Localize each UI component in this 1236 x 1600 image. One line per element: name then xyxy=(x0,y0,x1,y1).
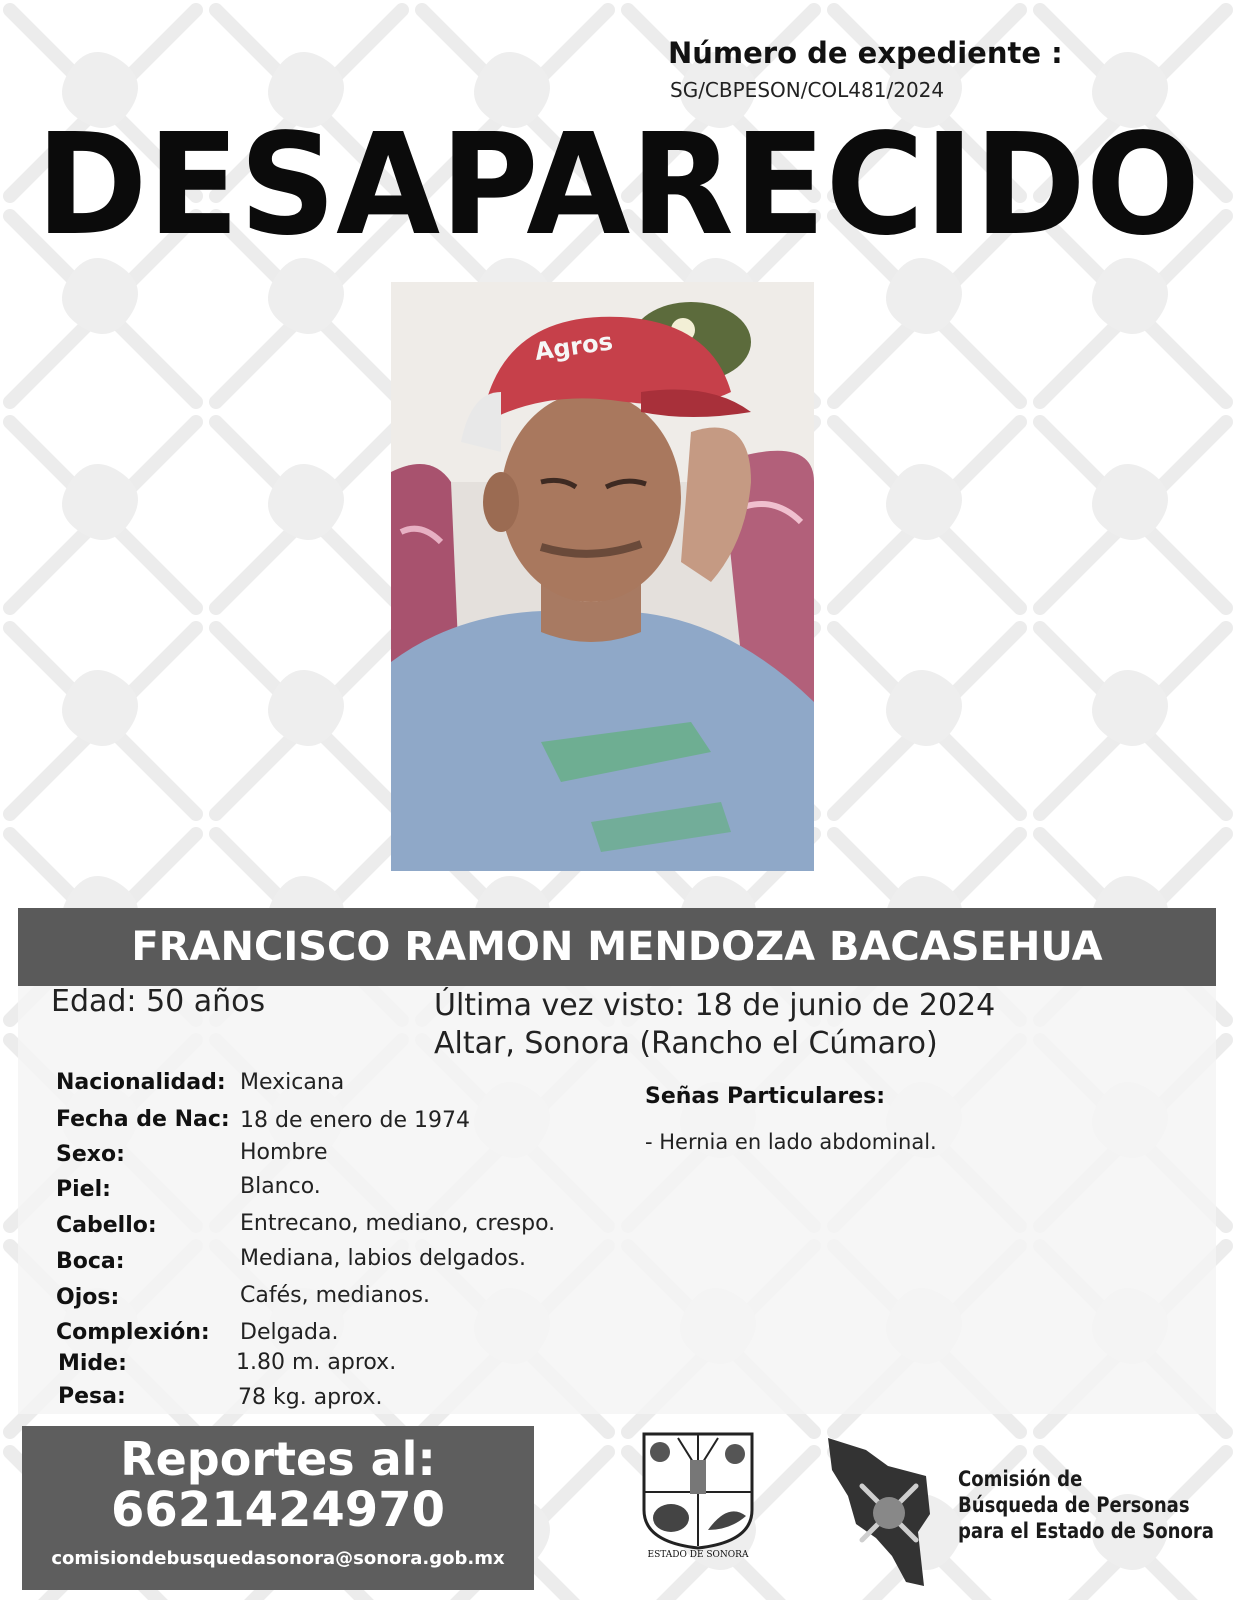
detail-value-boca: Mediana, labios delgados. xyxy=(240,1246,527,1271)
org-name-line3: para el Estado de Sonora xyxy=(958,1519,1214,1543)
org-name-line2: Búsqueda de Personas xyxy=(958,1493,1190,1517)
report-box xyxy=(22,1426,534,1590)
report-email[interactable]: comisiondebusquedasonora@sonora.gob.mx xyxy=(51,1548,505,1569)
detail-label-sexo: Sexo: xyxy=(56,1142,125,1167)
last-seen-location: Altar, Sonora (Rancho el Cúmaro) xyxy=(434,1026,938,1061)
cap-logo-text: Agros xyxy=(532,327,615,366)
detail-value-fecha-nac: 18 de enero de 1974 xyxy=(240,1108,470,1133)
person-name: FRANCISCO RAMON MENDOZA BACASEHUA xyxy=(131,924,1103,970)
shield-icon xyxy=(638,1430,758,1550)
detail-label-boca: Boca: xyxy=(56,1249,125,1274)
detail-label-complexion: Complexión: xyxy=(56,1320,210,1345)
person-age: Edad: 50 años xyxy=(51,984,266,1019)
detail-value-cabello: Entrecano, mediano, crespo. xyxy=(240,1211,556,1236)
last-seen-date: Última vez visto: 18 de junio de 2024 xyxy=(434,988,996,1023)
shield-caption: ESTADO DE SONORA xyxy=(647,1550,749,1560)
detail-value-pesa: 78 kg. aprox. xyxy=(238,1385,383,1410)
missing-person-photo xyxy=(391,282,814,871)
detail-value-piel: Blanco. xyxy=(240,1174,321,1199)
detail-label-nacionalidad: Nacionalidad: xyxy=(56,1070,226,1095)
report-phone[interactable]: 6621424970 xyxy=(111,1482,445,1538)
detail-value-nacionalidad: Mexicana xyxy=(240,1070,345,1095)
senas-particulares-item: - Hernia en lado abdominal. xyxy=(645,1130,937,1154)
detail-label-pesa: Pesa: xyxy=(58,1384,126,1409)
organization-name xyxy=(958,1466,1214,1544)
detail-label-mide: Mide: xyxy=(58,1351,127,1376)
sonora-shield-logo xyxy=(638,1430,758,1566)
person-portrait-image xyxy=(391,282,814,871)
sonora-map-icon xyxy=(826,1436,944,1586)
detail-label-fecha-nac: Fecha de Nac: xyxy=(56,1107,230,1132)
detail-value-complexion: Delgada. xyxy=(240,1320,339,1345)
name-bar xyxy=(18,908,1216,986)
detail-value-sexo: Hombre xyxy=(240,1140,328,1165)
page-title: DESAPARECIDO xyxy=(35,104,1201,267)
detail-value-mide: 1.80 m. aprox. xyxy=(236,1350,397,1375)
detail-label-piel: Piel: xyxy=(56,1177,111,1202)
sonora-map-logo xyxy=(826,1436,944,1586)
expediente-label: Número de expediente : xyxy=(668,36,1063,70)
detail-label-cabello: Cabello: xyxy=(56,1213,157,1238)
org-name-line1: Comisión de xyxy=(958,1467,1083,1491)
report-title: Reportes al: xyxy=(120,1432,436,1486)
detail-label-ojos: Ojos: xyxy=(56,1285,120,1310)
expediente-number: SG/CBPESON/COL481/2024 xyxy=(670,78,945,102)
detail-value-ojos: Cafés, medianos. xyxy=(240,1283,430,1308)
senas-particulares-title: Señas Particulares: xyxy=(645,1084,886,1109)
